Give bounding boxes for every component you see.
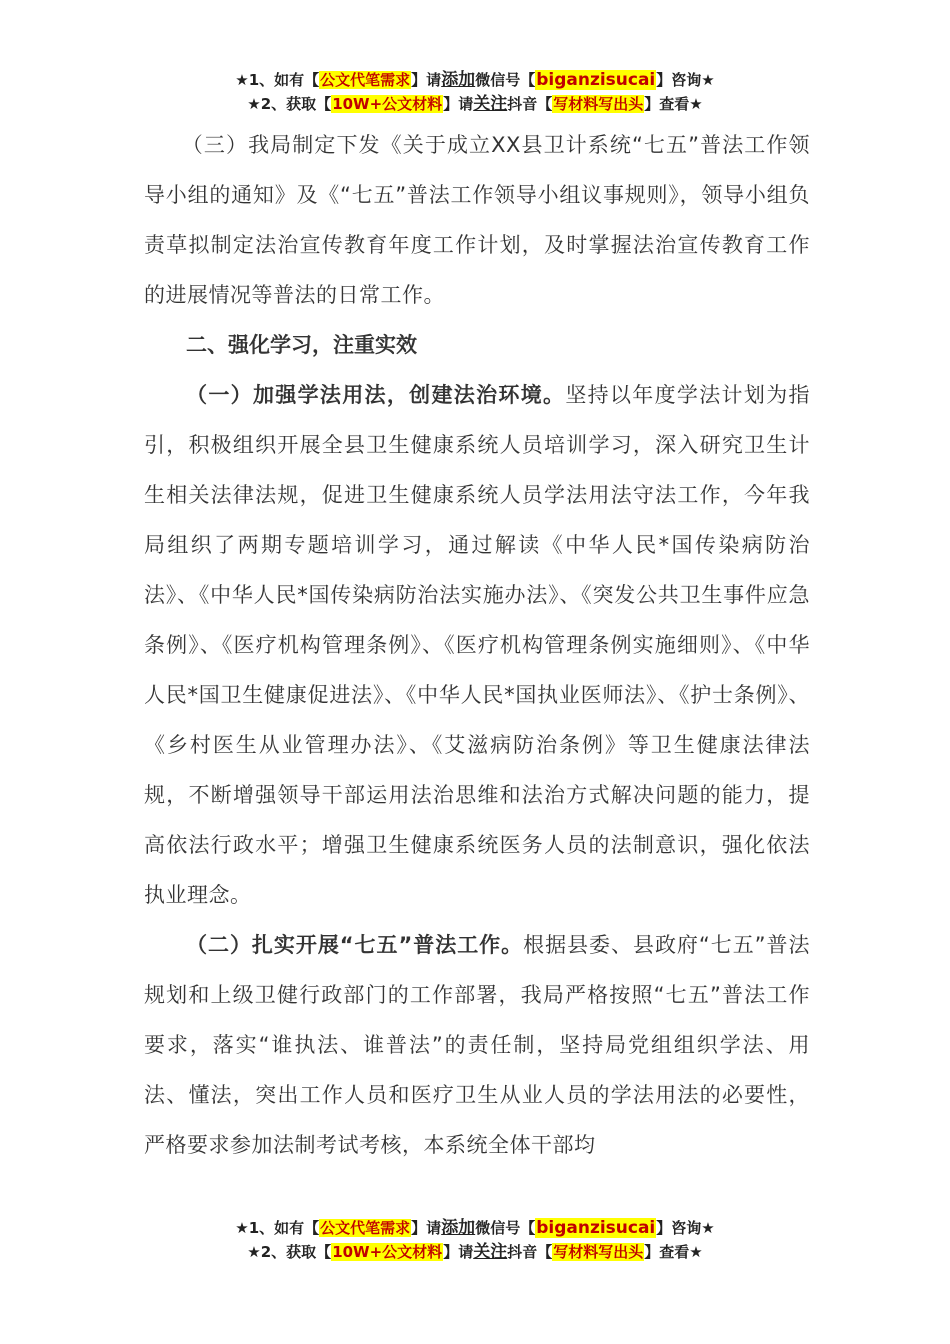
banner-text: ★1、如有【	[235, 1219, 320, 1237]
banner-highlight-douyin: 写材料写出头	[553, 95, 644, 113]
banner-line-1	[0, 68, 950, 92]
banner-underlined-add: 添加	[441, 70, 476, 90]
banner-text: 】咨询★	[656, 71, 715, 89]
top-promo-banner	[0, 68, 950, 116]
paragraph-lead: （二）扎实开展“七五”普法工作。	[186, 933, 524, 957]
banner-text: 】请	[443, 1243, 474, 1261]
banner-text: 】请	[443, 95, 474, 113]
banner-text: 】查看★	[644, 95, 703, 113]
banner-text: 】查看★	[644, 1243, 703, 1261]
document-body	[144, 120, 810, 1170]
banner-highlight-wechat-id: biganzisucai	[536, 70, 656, 90]
banner-text: ★2、获取【	[247, 95, 332, 113]
banner-highlight-service: 公文代笔需求	[320, 71, 411, 89]
banner-highlight-wechat-id: biganzisucai	[536, 1218, 656, 1238]
banner-highlight-materials: 10W+公文材料	[332, 1243, 443, 1261]
paragraph-seven-five-plan	[144, 920, 810, 1170]
paragraph-leading-group: （三）我局制定下发《关于成立XX县卫计系统“七五”普法工作领导小组的通知》及《“七五”普法工作领导小组议事规则》，领导小组负责草拟制定法治宣传教育年度工作计划，及时掌握法治宣传教育工作的进展情况等普法的日常工作。	[144, 133, 810, 307]
banner-underlined-follow: 关注	[473, 1242, 508, 1262]
section-heading: 二、强化学习，注重实效	[186, 333, 417, 357]
paragraph-text: 坚持以年度学法计划为指引，积极组织开展全县卫生健康系统人员培训学习，深入研究卫生计生相关法律法规，促进卫生健康系统人员学法用法守法工作，今年我局组织了两期专题培训学习，通过解读《中华人民*国传染病防治法》、《中华人民*国传染病防治法实施办法》、《突发公共卫生事件应急条例》、《医疗机构管理条例》、《医疗机构管理条例实施细则》、《中华人民*国卫生健康促进法》、《中华人民*国执业医师法》、《护士条例》、《乡村医生从业管理办法》、《艾滋病防治条例》等卫生健康法律法规，不断增强领导干部运用法治思维和法治方式解决问题的能力，提高依法行政水平；增强卫生健康系统医务人员的法制意识，强化依法执业理念。	[144, 383, 811, 907]
banner-highlight-service: 公文代笔需求	[320, 1219, 411, 1237]
banner-text: 抖音【	[507, 1243, 553, 1261]
banner-text: 微信号【	[475, 1219, 536, 1237]
bottom-promo-banner	[0, 1216, 950, 1264]
paragraph-lead: （一）加强学法用法，创建法治环境。	[186, 383, 566, 407]
banner-text: 】请	[411, 1219, 442, 1237]
banner-text: 微信号【	[475, 71, 536, 89]
banner-text: 】请	[411, 71, 442, 89]
banner-line-2	[0, 92, 950, 116]
banner-text: 】咨询★	[656, 1219, 715, 1237]
paragraph-text: 根据县委、县政府“七五”普法规划和上级卫健行政部门的工作部署，我局严格按照“七五”普法工作要求，落实“谁执法、谁普法”的责任制，坚持局党组组织学法、用法、懂法，突出工作人员和医疗卫生从业人员的学法用法的必要性，严格要求参加法制考试考核，本系统全体干部均	[144, 933, 810, 1157]
banner-text: 抖音【	[507, 95, 553, 113]
banner-highlight-douyin: 写材料写出头	[553, 1243, 644, 1261]
paragraph-study-law	[144, 370, 810, 920]
banner-underlined-add: 添加	[441, 1218, 476, 1238]
banner-line-2	[0, 1240, 950, 1264]
banner-line-1	[0, 1216, 950, 1240]
banner-text: ★2、获取【	[247, 1243, 332, 1261]
banner-text: ★1、如有【	[235, 71, 320, 89]
banner-underlined-follow: 关注	[473, 94, 508, 114]
banner-highlight-materials: 10W+公文材料	[332, 95, 443, 113]
